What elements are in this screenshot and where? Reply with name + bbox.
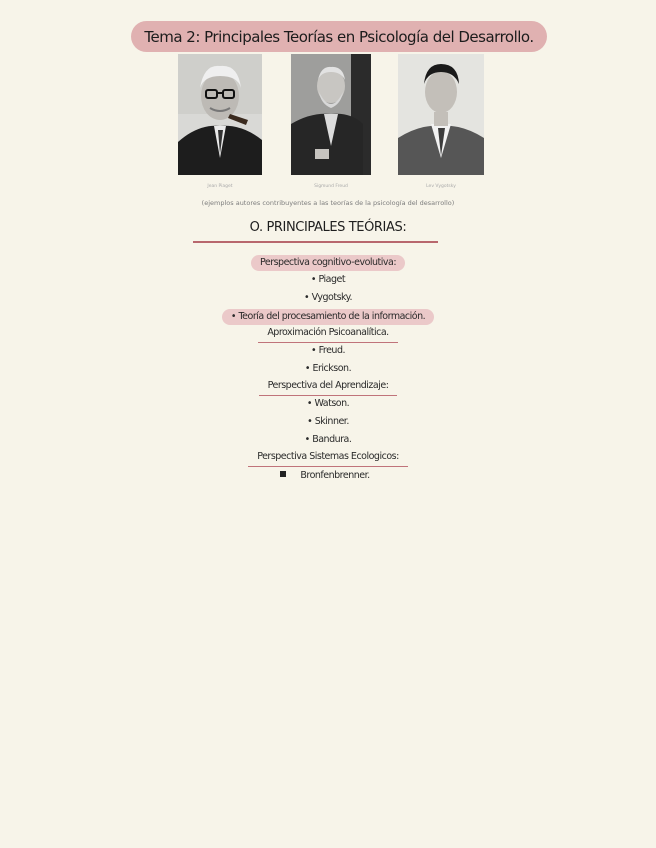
section-title: O. PRINCIPALES TEÓRIAS: [249,220,407,235]
list-item: Perspectiva cognitivo-evolutiva: [0,255,656,269]
photo-caption-3: Lev Vygotsky [426,184,456,189]
photos-caption: (ejemplos autores contribuyentes a las teorías de la psicología del desarrollo) [201,199,455,207]
photo-caption-1: Jean Piaget [207,184,233,189]
photo-caption-2: Sigmund Freud [314,184,348,189]
list-item: • Skinner. [307,416,349,427]
square-bullet-icon [280,471,286,477]
list-item: • Piaget [310,274,346,285]
list-item: • Watson. [306,398,350,409]
list-item: • Erickson. [304,363,352,374]
section-divider [193,241,438,243]
author-photo-1 [178,54,262,175]
list-item: Aproximación Psicoanalítica. [0,326,656,340]
list-item: Bronfenbrenner. [0,469,656,483]
page-title: Tema 2: Principales Teorías en Psicología del Desarrollo. [131,21,547,52]
list-item: • Vygotsky. [304,292,352,303]
list-item: Perspectiva Sistemas Ecologicos: [0,450,656,464]
list-item: Perspectiva del Aprendizaje: [0,379,656,393]
author-photo-3 [398,54,484,175]
list-item: • Bandura. [304,434,352,445]
author-photo-2 [291,54,371,175]
list-item: • Freud. [310,345,345,356]
list-item: • Teoría del procesamiento de la información. [0,309,656,323]
